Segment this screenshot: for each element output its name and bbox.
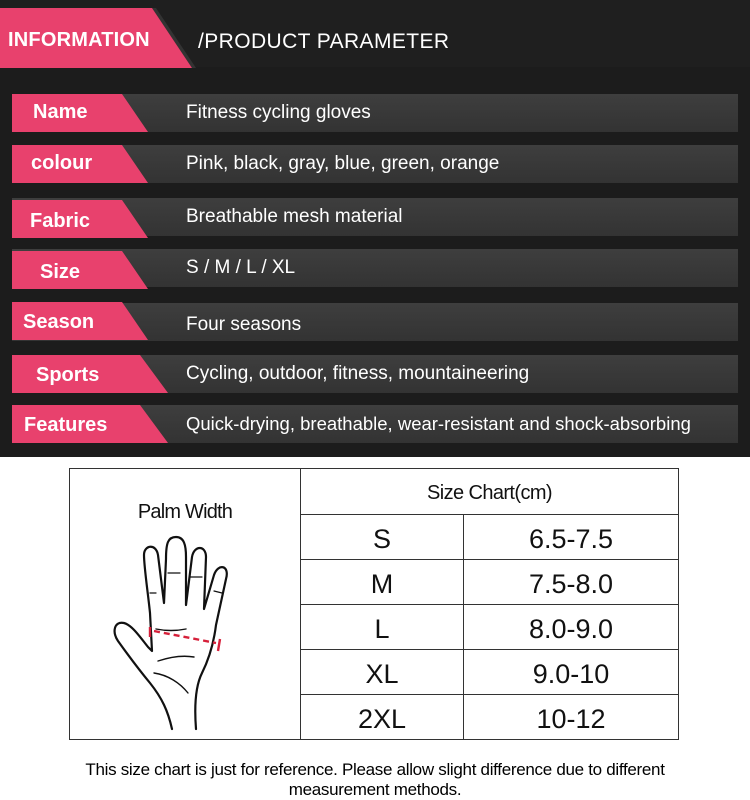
section-header: [0, 0, 750, 67]
parameter-row-size: [12, 249, 738, 287]
header-tab-label: INFORMATION: [8, 29, 150, 51]
palm-width-label: Palm Width: [137, 501, 233, 523]
size-cell: M: [301, 560, 464, 604]
size-cell: S: [301, 515, 464, 559]
table-row: [301, 560, 678, 605]
parameter-value: S / M / L / XL: [186, 257, 296, 278]
parameter-row-colour: [12, 145, 738, 183]
parameter-row-features: [12, 405, 738, 443]
parameter-label: Fabric: [30, 210, 91, 232]
parameter-row-fabric: [12, 198, 738, 236]
parameter-value: Four seasons: [186, 314, 302, 335]
size-cell: 2XL: [301, 695, 464, 740]
parameter-value: Breathable mesh material: [186, 206, 403, 227]
size-cell: XL: [301, 650, 464, 694]
parameter-label: Season: [23, 311, 95, 333]
range-cell: 6.5-7.5: [528, 524, 614, 554]
range-cell: 7.5-8.0: [528, 569, 614, 599]
size-chart-note: This size chart is just for reference. Please allow slight difference due to different measurement methods.: [85, 760, 665, 799]
parameter-label: colour: [31, 152, 93, 174]
parameter-label: Name: [33, 101, 88, 123]
header-title: /PRODUCT PARAMETER: [198, 30, 450, 53]
parameter-value: Quick-drying, breathable, wear-resistant and shock-absorbing: [186, 413, 691, 434]
parameter-value: Fitness cycling gloves: [186, 102, 371, 123]
palm-width-panel: [70, 469, 301, 739]
size-table: [301, 515, 678, 740]
parameter-value: Cycling, outdoor, fitness, mountaineering: [186, 363, 530, 384]
table-row: [301, 650, 678, 695]
range-cell: 8.0-9.0: [528, 614, 614, 644]
parameter-label: Size: [40, 261, 81, 283]
parameter-label: Sports: [36, 364, 100, 386]
parameter-row-season: [12, 303, 738, 341]
palm-width-hand-icon: [110, 533, 260, 738]
parameter-value: Pink, black, gray, blue, green, orange: [186, 153, 500, 174]
parameter-label: Features: [24, 414, 108, 436]
size-cell: L: [301, 605, 464, 649]
range-cell: 9.0-10: [532, 659, 610, 689]
table-row: [301, 515, 678, 560]
table-row: [301, 695, 678, 740]
size-chart-title: Size Chart(cm): [301, 469, 678, 515]
range-cell: 10-12: [536, 704, 606, 734]
table-row: [301, 605, 678, 650]
size-chart: [69, 468, 679, 740]
parameter-row-name: [12, 94, 738, 132]
parameter-row-sports: [12, 355, 738, 393]
